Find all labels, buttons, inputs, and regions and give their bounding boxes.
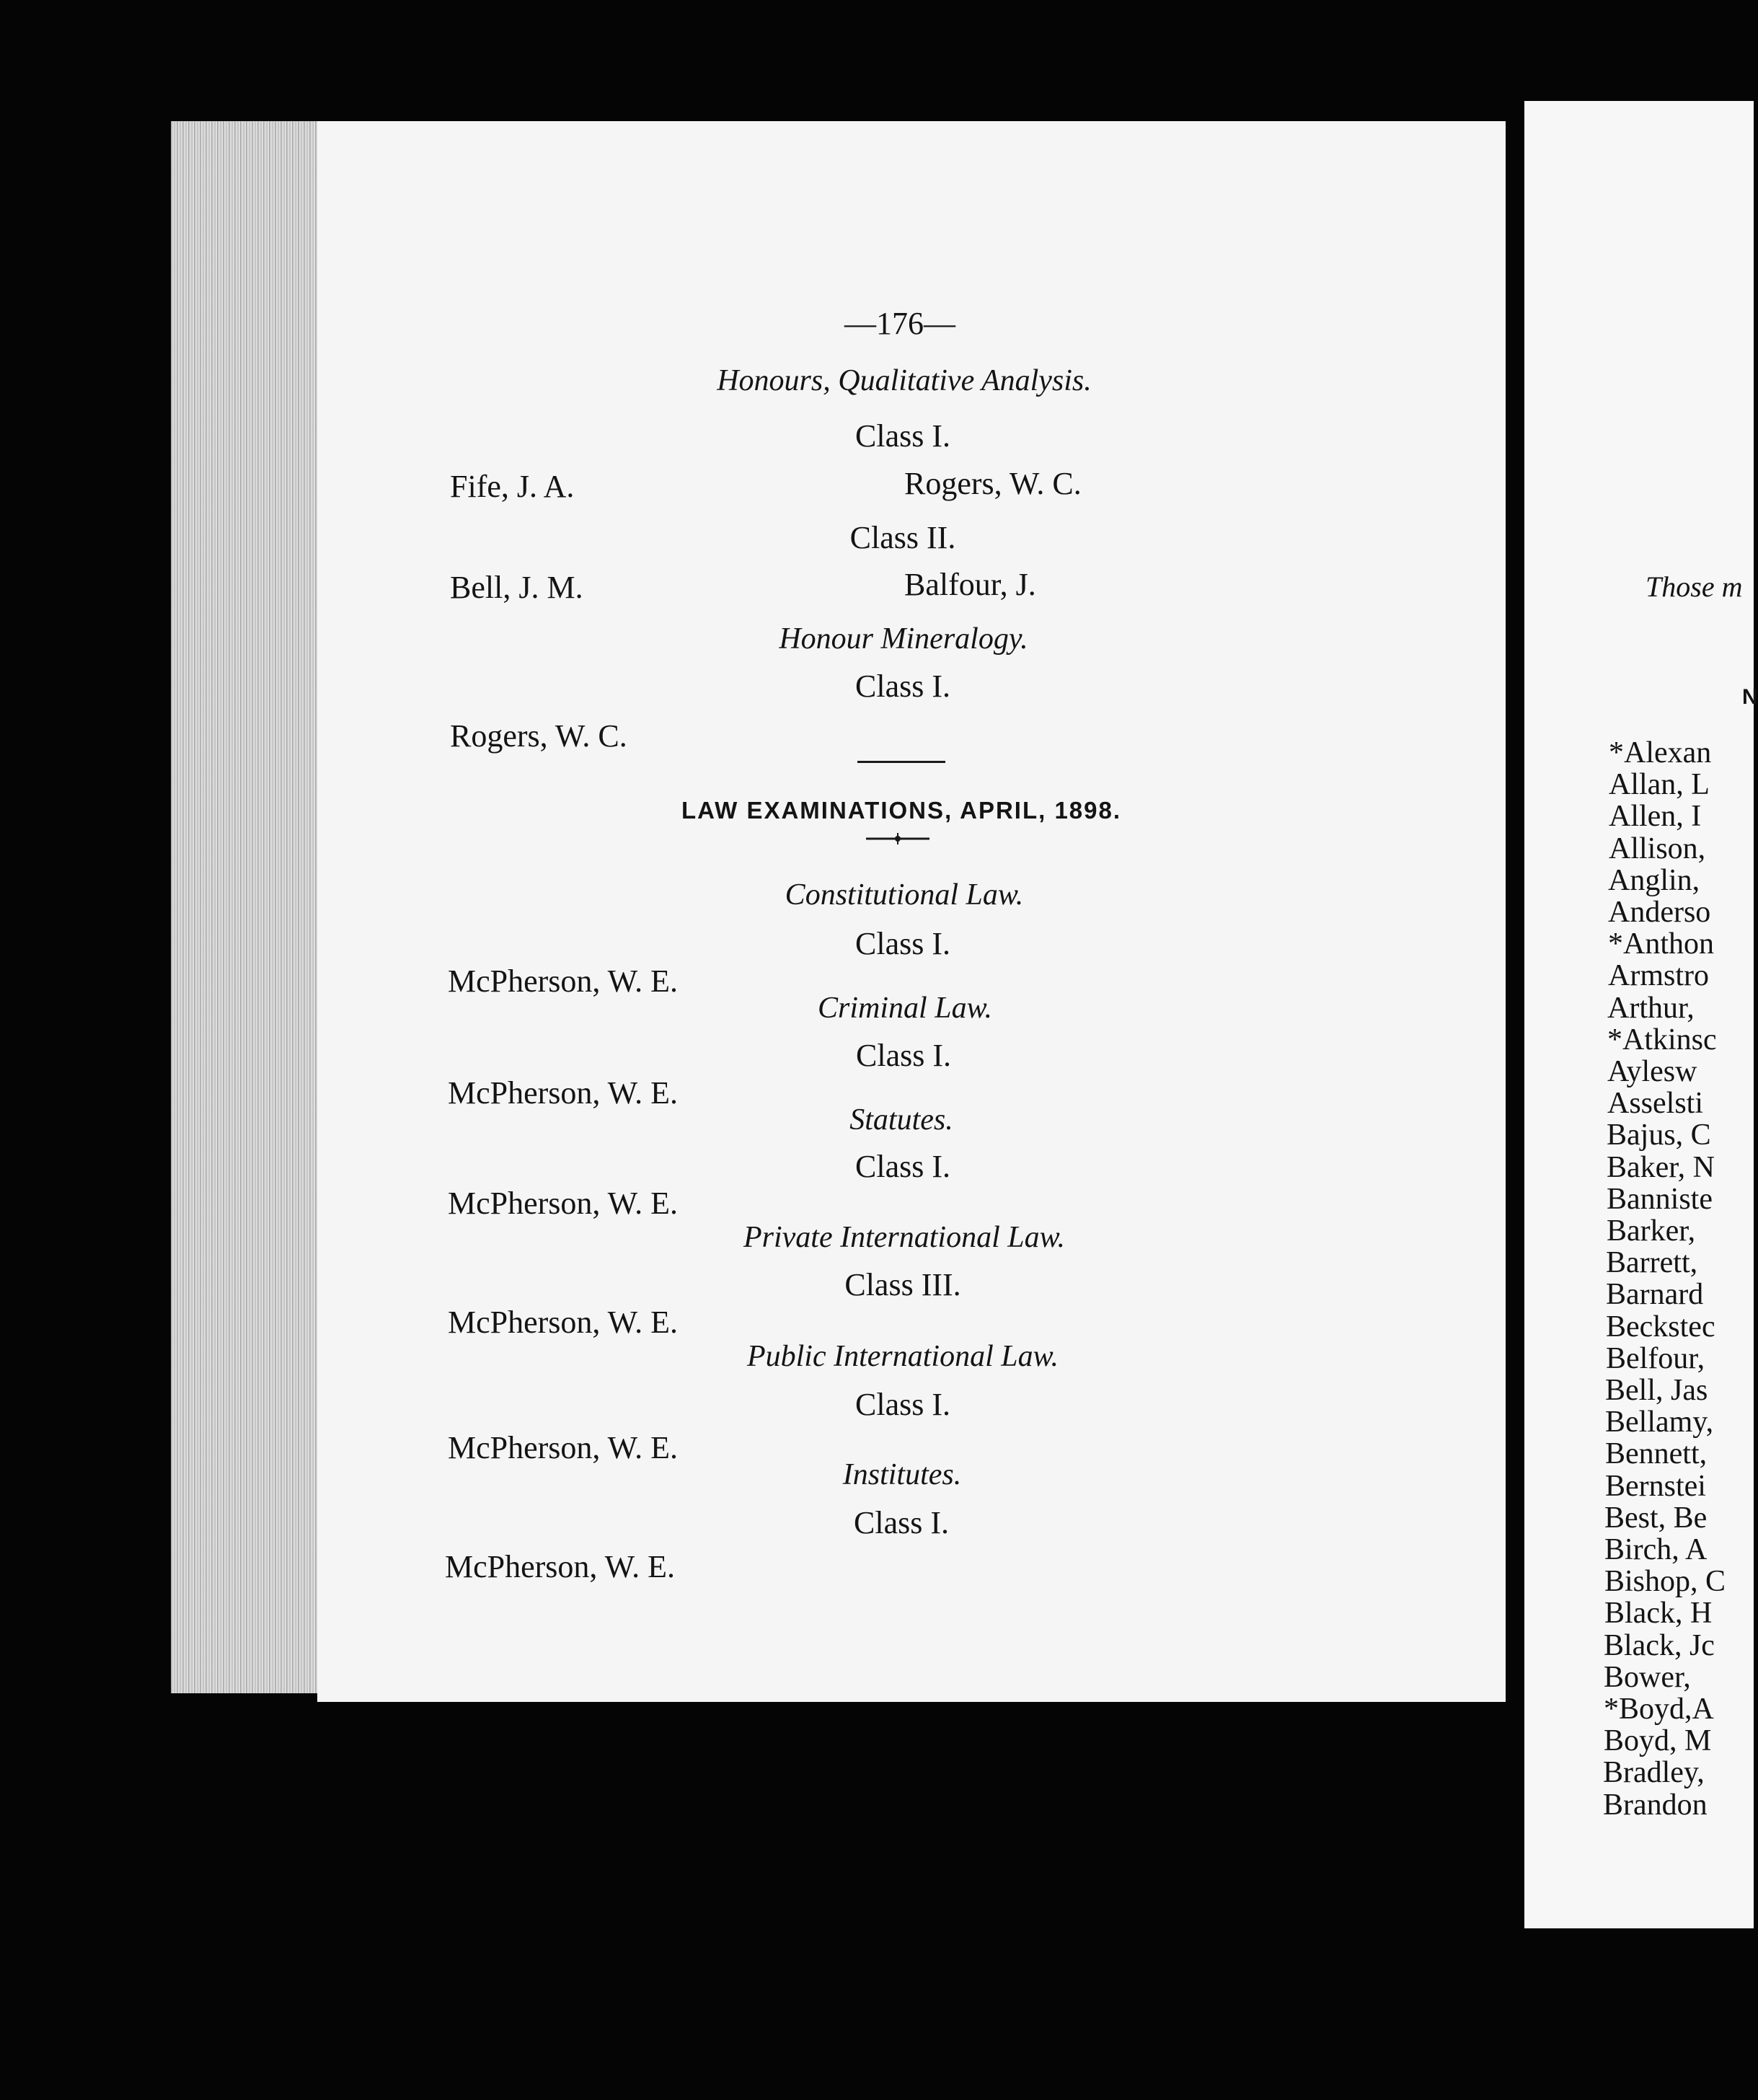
- right-page: [1524, 101, 1758, 1928]
- list-item: Birch, A: [1604, 1533, 1708, 1566]
- list-item: Beckstec: [1606, 1310, 1715, 1344]
- class-label: Class III.: [844, 1267, 961, 1302]
- list-item: Bellamy,: [1605, 1406, 1714, 1439]
- list-heading-fragment: N: [1742, 685, 1758, 709]
- class-label: Class II.: [849, 520, 956, 555]
- list-item: Anglin,: [1608, 864, 1700, 897]
- subject-heading: Criminal Law.: [818, 992, 992, 1025]
- student-name: McPherson, W. E.: [448, 1075, 678, 1111]
- list-item: Asselsti: [1607, 1087, 1704, 1120]
- list-item: Black, Jc: [1604, 1629, 1715, 1662]
- list-item: Barnard: [1606, 1278, 1704, 1311]
- student-name: Balfour, J.: [904, 567, 1036, 602]
- list-item: Allison,: [1609, 832, 1706, 865]
- list-item: Bajus, C: [1607, 1119, 1711, 1152]
- ornament-divider: [863, 831, 932, 846]
- list-item: *Alexan: [1609, 736, 1712, 769]
- list-item: Barrett,: [1606, 1246, 1698, 1279]
- student-name: McPherson, W. E.: [448, 1186, 678, 1221]
- subject-heading: Institutes.: [842, 1458, 962, 1491]
- list-item: Allan, L: [1609, 768, 1710, 801]
- student-name: McPherson, W. E.: [448, 963, 678, 999]
- list-item: Aylesw: [1607, 1055, 1697, 1088]
- list-item: *Atkinsc: [1607, 1023, 1717, 1056]
- list-item: Arthur,: [1607, 992, 1695, 1025]
- section-rule: [857, 761, 945, 763]
- class-label: Class I.: [855, 926, 950, 961]
- class-label: Class I.: [854, 1505, 949, 1540]
- list-item: Barker,: [1607, 1214, 1696, 1248]
- list-item: Armstro: [1608, 959, 1709, 992]
- subject-heading: Statutes.: [849, 1103, 953, 1137]
- list-item: Banniste: [1607, 1183, 1713, 1216]
- page-edges: [171, 121, 322, 1693]
- student-name: Fife, J. A.: [450, 469, 575, 504]
- list-item: Bennett,: [1605, 1437, 1708, 1470]
- book-gutter: [1506, 101, 1524, 1933]
- student-name: McPherson, W. E.: [448, 1430, 678, 1465]
- student-name: McPherson, W. E.: [448, 1305, 678, 1340]
- list-item: *Boyd,A: [1604, 1693, 1714, 1726]
- list-item: Bernstei: [1605, 1470, 1706, 1503]
- intro-text: Those m: [1646, 570, 1743, 603]
- list-item: Allen, I: [1609, 800, 1702, 833]
- page-number: —176—: [844, 306, 955, 341]
- section-heading-mineralogy: Honour Mineralogy.: [779, 622, 1028, 656]
- list-item: Black, H: [1604, 1597, 1713, 1630]
- law-examinations-title: LAW EXAMINATIONS, APRIL, 1898.: [681, 797, 1122, 824]
- class-label: Class I.: [855, 669, 950, 704]
- student-name: Rogers, W. C.: [904, 466, 1082, 501]
- section-heading-qualitative: Honours, Qualitative Analysis.: [717, 364, 1092, 397]
- list-item: Baker, N: [1607, 1151, 1715, 1184]
- student-name: Bell, J. M.: [450, 570, 583, 605]
- list-item: Anderso: [1608, 896, 1711, 929]
- left-page: [317, 121, 1506, 1702]
- list-item: Belfour,: [1606, 1342, 1705, 1375]
- subject-heading: Constitutional Law.: [785, 878, 1024, 912]
- student-name: McPherson, W. E.: [445, 1549, 675, 1584]
- subject-heading: Public International Law.: [746, 1340, 1059, 1373]
- list-item: Best, Be: [1604, 1501, 1708, 1535]
- class-label: Class I.: [855, 418, 950, 454]
- list-item: Bell, Jas: [1605, 1374, 1708, 1407]
- list-item: Bower,: [1604, 1661, 1691, 1694]
- list-item: *Anthon: [1608, 927, 1714, 961]
- list-item: Bishop, C: [1604, 1565, 1726, 1598]
- class-label: Class I.: [856, 1038, 951, 1073]
- subject-heading: Private International Law.: [743, 1221, 1066, 1254]
- list-item: Boyd, M: [1604, 1724, 1712, 1757]
- class-label: Class I.: [855, 1387, 950, 1422]
- class-label: Class I.: [855, 1149, 950, 1184]
- list-item: Bradley,: [1603, 1756, 1705, 1789]
- list-item: Brandon: [1603, 1788, 1708, 1822]
- student-name: Rogers, W. C.: [450, 718, 627, 754]
